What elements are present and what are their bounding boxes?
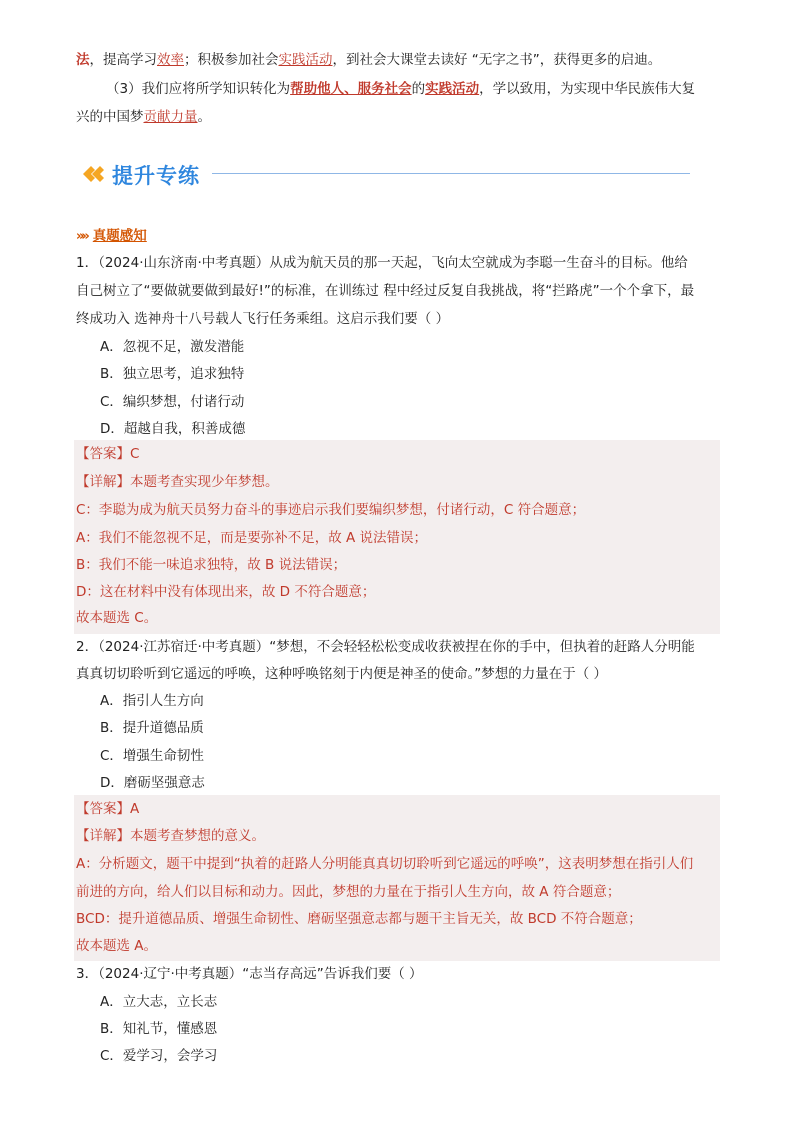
question-1-answer-box: [74, 440, 720, 634]
question-3-option-b: B．知礼节，懂感恩: [100, 1021, 218, 1037]
intro-line-1: [76, 50, 716, 70]
question-2-answer-box: [74, 795, 720, 961]
double-chevron-icon: [80, 162, 108, 186]
intro-keyword: 效率: [157, 52, 184, 68]
double-arrow-icon: »»: [76, 229, 87, 244]
intro-keyword: 贡献力量: [143, 109, 198, 125]
section-divider: [212, 173, 690, 174]
question-2-detail-line: A：分析题文，题干中提到“执着的赶路人分明能真真切切聆听到它遥远的呼唤”，这表明梦想在指引人们: [76, 856, 694, 872]
question-2-option-a: A．指引人生方向: [100, 693, 204, 709]
question-1-stem-line: 终成功入 选神舟十八号载人飞行任务乘组。这启示我们要（ ）: [76, 311, 450, 327]
question-1-option-d: D．超越自我，积善成德: [100, 421, 246, 437]
question-1-option-a: A．忽视不足，激发潜能: [100, 339, 245, 355]
intro-keyword: 实践活动: [425, 81, 480, 97]
question-1-answer: 【答案】C: [76, 446, 140, 462]
intro-text: （3）我们应将所学知识转化为: [106, 81, 291, 97]
question-1-stem-line: 1．（2024·山东济南·中考真题）从成为航天员的那一天起，飞向太空就成为李聪一生奋斗的目标。他给: [76, 255, 688, 271]
question-2-option-c: C．增强生命韧性: [100, 748, 204, 764]
question-1-detail-line: D：这在材料中没有体现出来，故 D 不符合题意；: [76, 584, 376, 600]
intro-text: ，提高学习: [89, 52, 157, 68]
question-1-detail-line: 故本题选 C。: [76, 610, 158, 626]
intro-text: 法: [76, 52, 90, 68]
intro-text: 。: [197, 109, 211, 125]
question-1-detail-line: 【详解】本题考查实现少年梦想。: [76, 474, 279, 490]
subsection-header: [76, 224, 147, 244]
intro-text: ，学以致用，为实现中华民族伟大复: [479, 81, 696, 97]
question-2-stem-line: 2．（2024·江苏宿迁·中考真题）“梦想，不会轻轻松松变成收获被捏在你的手中，但执着的赶路人分明能: [76, 639, 695, 655]
question-2-detail-line: 【详解】本题考查梦想的意义。: [76, 828, 265, 844]
question-1-stem-line: 自己树立了“要做就要做到最好!”的标准，在训练过 程中经过反复自我挑战，将“拦路虎”一个个拿下，最: [76, 283, 695, 299]
subsection-title: 真题感知: [92, 228, 147, 244]
intro-text: 的: [411, 81, 426, 97]
question-1-option-c: C．编织梦想，付诸行动: [100, 394, 245, 410]
question-2-detail-line: 故本题选 A。: [76, 938, 158, 954]
section-header: [80, 158, 692, 192]
intro-line-3: [76, 107, 716, 127]
intro-keyword: 实践活动: [278, 52, 333, 68]
question-2-option-b: B．提升道德品质: [100, 720, 204, 736]
intro-text: ，到社会大课堂去读好 “无字之书”，获得更多的启迪。: [332, 52, 662, 68]
question-2-detail-line: 前进的方向，给人们以目标和动力。因此，梦想的力量在于指引人生方向，故 A 符合题意；: [76, 884, 621, 900]
question-3-stem-line: 3．（2024·辽宁·中考真题）“志当存高远”告诉我们要（ ）: [76, 966, 423, 982]
intro-keyword: 帮助他人、服务社会: [290, 81, 412, 97]
intro-line-2: [106, 79, 746, 99]
question-3-option-a: A．立大志，立长志: [100, 994, 218, 1010]
section-title: 提升专练: [112, 164, 200, 188]
question-2-detail-line: BCD：提升道德品质、增强生命韧性、磨砺坚强意志都与题干主旨无关，故 BCD 不符合题意；: [76, 911, 642, 927]
question-1-detail-line: B：我们不能一味追求独特，故 B 说法错误；: [76, 557, 347, 573]
question-1-detail-line: C：李聪为成为航天员努力奋斗的事迹启示我们要编织梦想，付诸行动，C 符合题意；: [76, 502, 586, 518]
intro-text: 兴的中国梦: [76, 109, 144, 125]
question-1-option-b: B．独立思考，追求独特: [100, 366, 245, 382]
question-2-option-d: D．磨砺坚强意志: [100, 775, 205, 791]
intro-text: ；积极参加社会: [184, 52, 279, 68]
question-1-detail-line: A：我们不能忽视不足，而是要弥补不足，故 A 说法错误；: [76, 530, 428, 546]
question-2-answer: 【答案】A: [76, 801, 140, 817]
question-2-stem-line: 真真切切聆听到它遥远的呼唤，这种呼唤铭刻于内便是神圣的使命。”梦想的力量在于（ ）: [76, 666, 608, 682]
question-3-option-c: C．爱学习，会学习: [100, 1048, 218, 1064]
